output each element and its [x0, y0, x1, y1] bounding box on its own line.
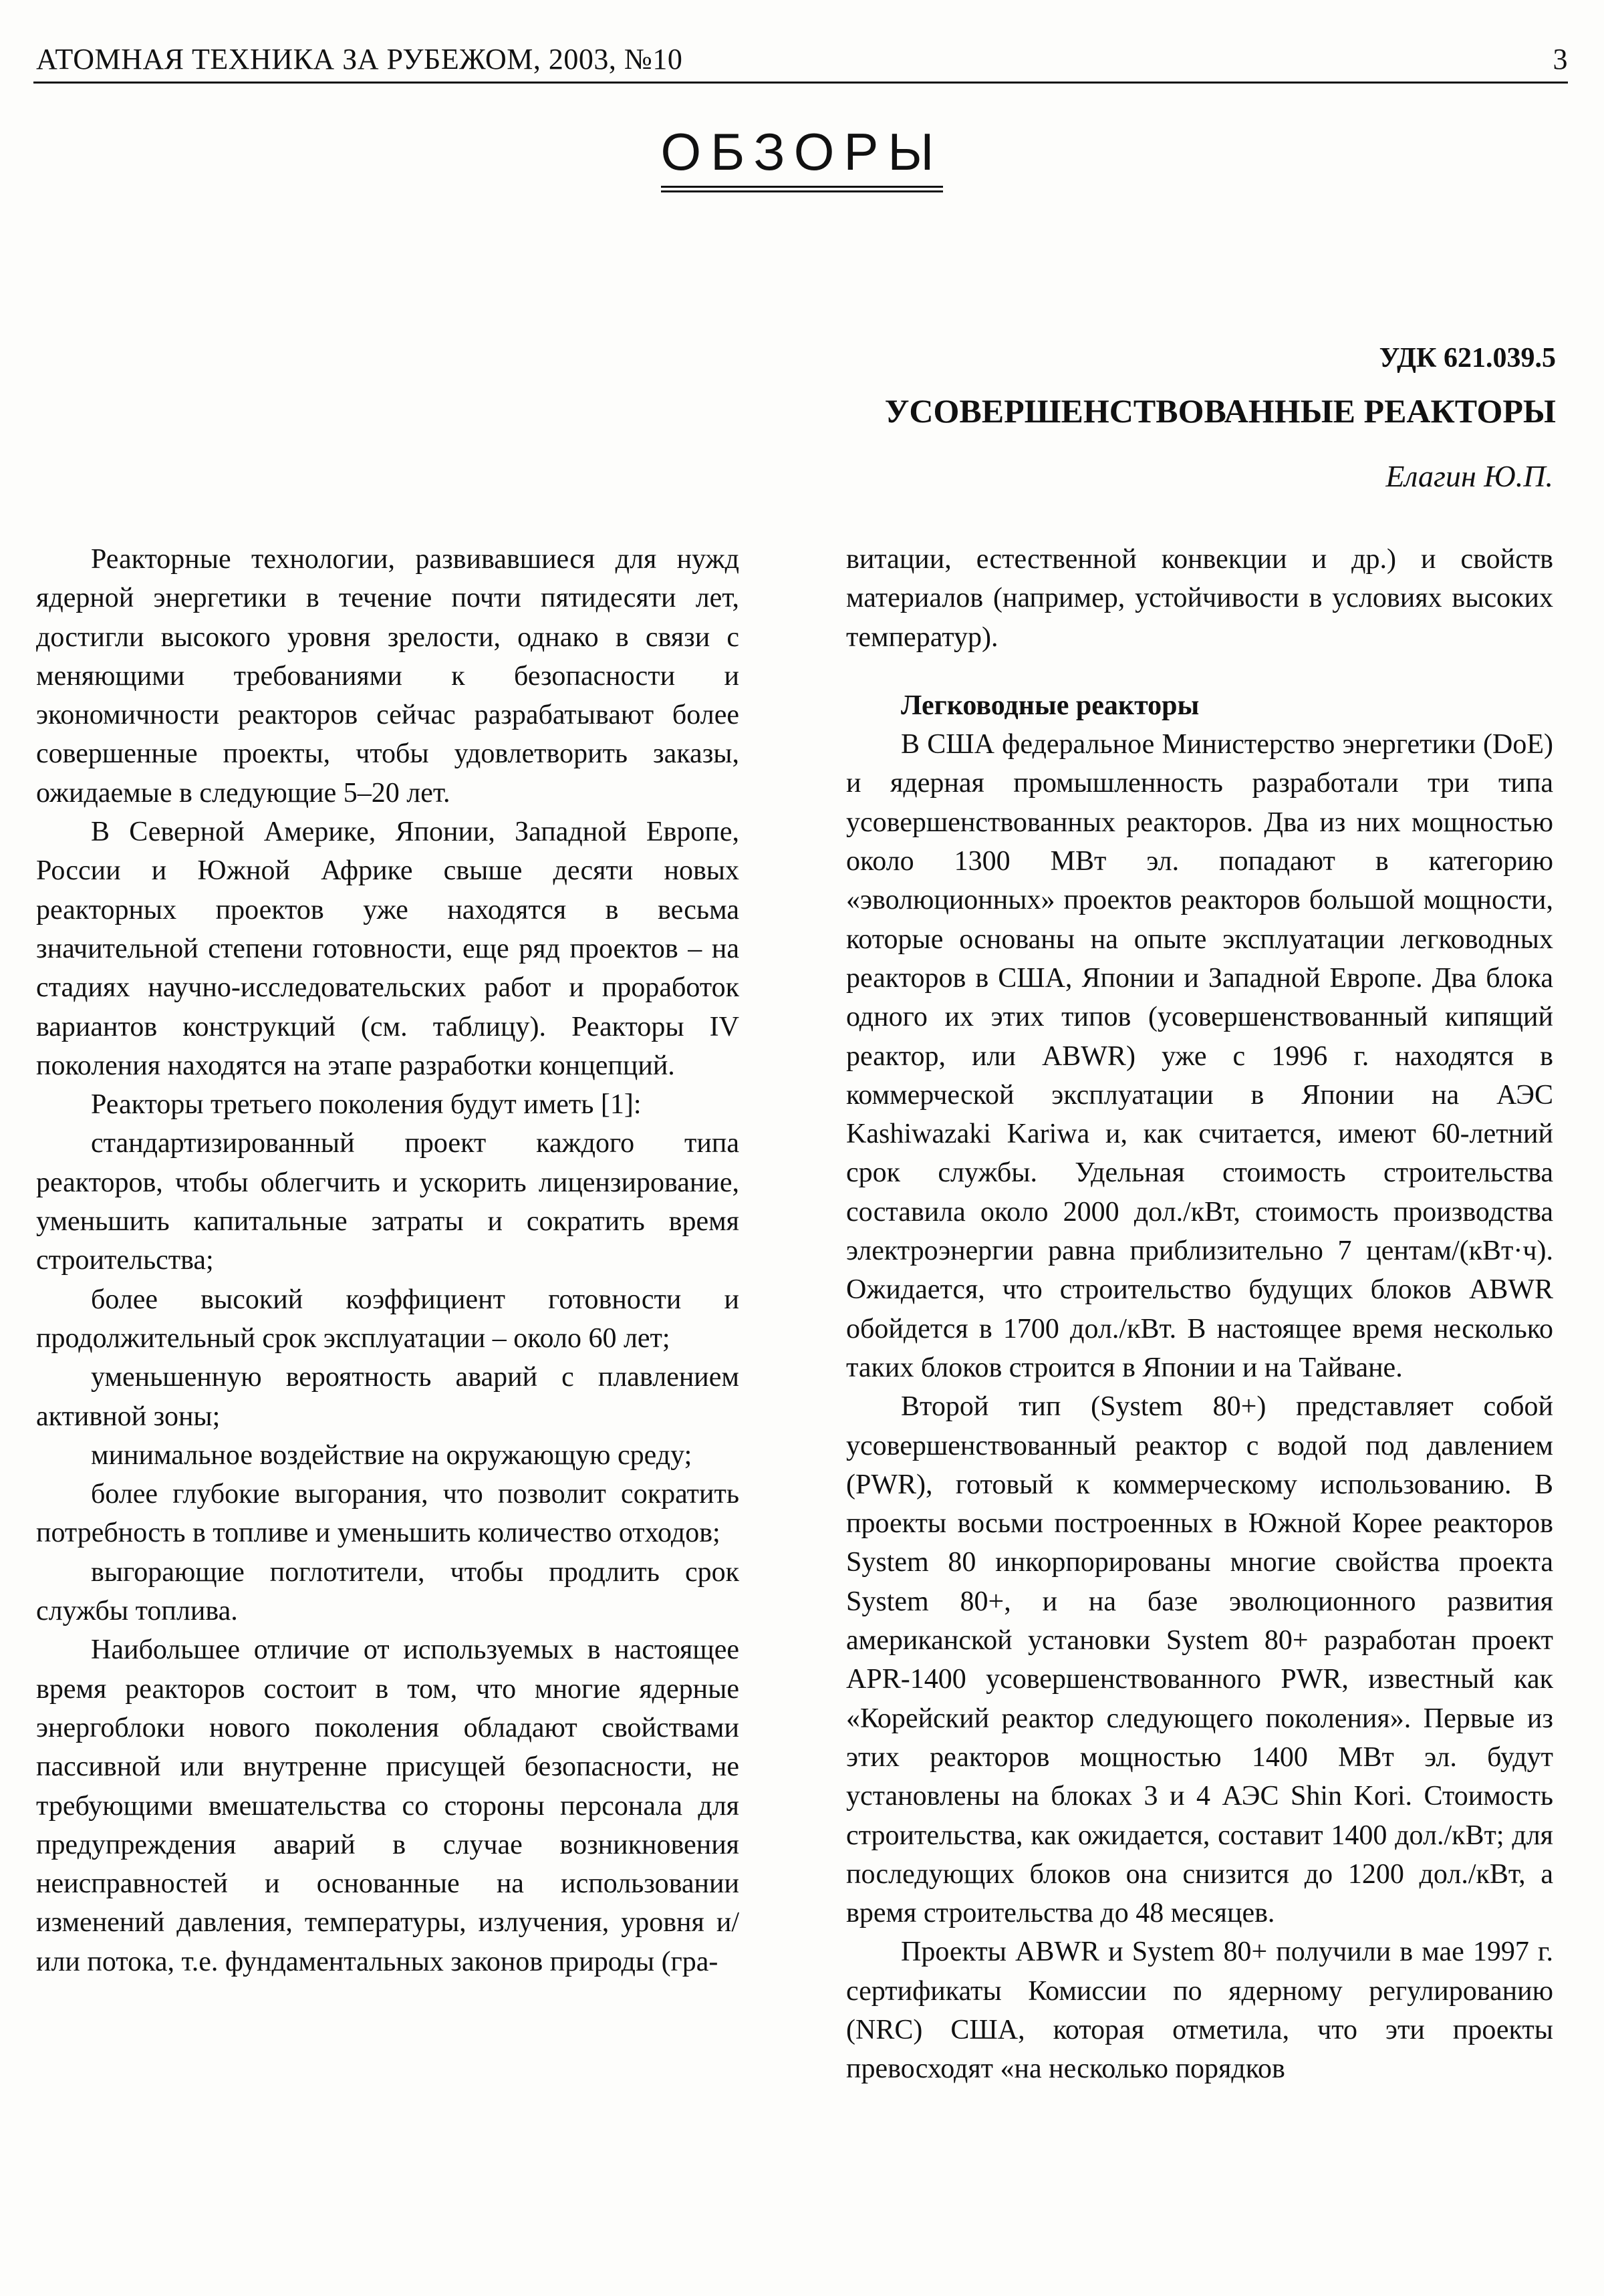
paragraph: Реакторы третьего поколения будут иметь [1]: — [91, 1089, 642, 1121]
article-title: УСОВЕРШЕНСТВОВАННЫЕ РЕАКТОРЫ — [884, 392, 1556, 430]
section-title — [0, 122, 1604, 192]
paragraph: Второй тип (System 80+) представляет собой усовершенствованный реактор с водой под давлением (PWR), готовый к коммерческому использованию. В проекты восьми построенных в Южной Корее реакторов System 80 инкорпорированы многие свойства проекта System 80+, и на базе эволюционного развития американской установки System 80+ разработан проект APR-1400 усовершенствованного PWR, известный как «Корейский реактор следующего поколения». Первые из этих реакторов мощностью 1400 МВт эл. будут установлены на блоках 3 и 4 АЭС Shin Kori. Стоимость строительства, как ожидается, составит 1400 дол./кВт; для последующих блоков она снизится до 1200 дол./кВт, а время строительства до 48 месяцев. — [846, 1391, 1553, 1929]
list-item: выгорающие поглотители, чтобы продлить срок службы топлива. — [36, 1556, 739, 1627]
paragraph: В США федеральное Министерство энергетики (DoE) и ядерная промышленность разработали три типа усовершенствованных реакторов. Два из них мощностью около 1300 МВт эл. попадают в категорию «эволюционных» проектов реакторов большой мощности, которые основаны на опыте эксплуатации легководных реакторов в США, Японии и Западной Европе. Два блока одного их этих типов (усовершенствованный кипящий реактор, или ABWR) уже с 1996 г. находятся в коммерческой эксплуатации в Японии на АЭС Kashiwazaki Kariwa и, как считается, имеют 60-летний срок службы. Удельная стоимость строительства составила около 2000 дол./кВт, стоимость производства электроэнергии равна приблизительно 7 центам/(кВт·ч). Ожидается, что строительство будущих блоков ABWR обойдется в 1700 дол./кВт. В настоящее время несколько таких блоков строится в Японии и на Тайване. — [846, 729, 1553, 1383]
page-number: 3 — [1553, 43, 1568, 76]
paragraph: Наибольшее отличие от используемых в настоящее время реакторов состоит в том, что многие ядерные энергоблоки нового поколения обладают свойствами пассивной или внутренне присущей безопасности, не требующими вмешательства со стороны персонала для предупреждения аварий в случае возникновения неисправностей и основанные на использовании изменений давления, температуры, излучения, уровня и/или потока, т.е. фундаментальных законов природы (гра- — [36, 1634, 739, 1977]
paragraph-continuation: витации, естественной конвекции и др.) и свойств материалов (например, устойчивости в условиях высоких температур). — [846, 544, 1553, 653]
list-item: более высокий коэффициент готовности и продолжительный срок эксплуатации – около 60 лет; — [36, 1284, 739, 1354]
section-title-text: ОБЗОРЫ — [661, 122, 944, 192]
header-rule — [33, 82, 1568, 84]
running-head — [36, 29, 1568, 76]
subheading-light-water-reactors: Легководные реакторы — [901, 690, 1200, 721]
list-item: стандартизированный проект каждого типа реакторов, чтобы облегчить и ускорить лицензирование, уменьшить капитальные затраты и сократить время строительства; — [36, 1128, 739, 1276]
paragraph: Проекты ABWR и System 80+ получили в мае 1997 г. сертификаты Комиссии по ядерному регулированию (NRC) США, которая отметила, что эти проекты превосходят «на несколько порядков — [846, 1936, 1553, 2085]
spacer — [846, 657, 1553, 686]
paragraph: Реакторные технологии, развивавшиеся для нужд ядерной энергетики в течение почти пятидесяти лет, достигли высокого уровня зрелости, однако в связи с меняющими требованиями к безопасности и экономичности реакторов сейчас разрабатывают более совершенные проекты, чтобы удовлетворить заказы, ожидаемые в следующие 5–20 лет. — [36, 544, 739, 809]
right-column — [846, 540, 1553, 2089]
article-author: Елагин Ю.П. — [1385, 459, 1553, 493]
journal-title: АТОМНАЯ ТЕХНИКА ЗА РУБЕЖОМ, 2003, №10 — [36, 43, 683, 76]
udc-code: УДК 621.039.5 — [1379, 343, 1556, 374]
left-column — [36, 540, 739, 1981]
list-item: минимальное воздействие на окружающую среду; — [91, 1439, 692, 1471]
list-item: уменьшенную вероятность аварий с плавлением активной зоны; — [36, 1362, 739, 1432]
paragraph: В Северной Америке, Японии, Западной Европе, России и Южной Африке свыше десяти новых реакторных проектов уже находятся в весьма значительной степени готовности, еще ряд проектов – на стадиях научно-исследовательских работ и проработок вариантов конструкций (см. таблицу). Реакторы IV поколения находятся на этапе разработки концепций. — [36, 817, 739, 1081]
list-item: более глубокие выгорания, что позволит сократить потребность в топливе и уменьшить количество отходов; — [36, 1479, 739, 1549]
